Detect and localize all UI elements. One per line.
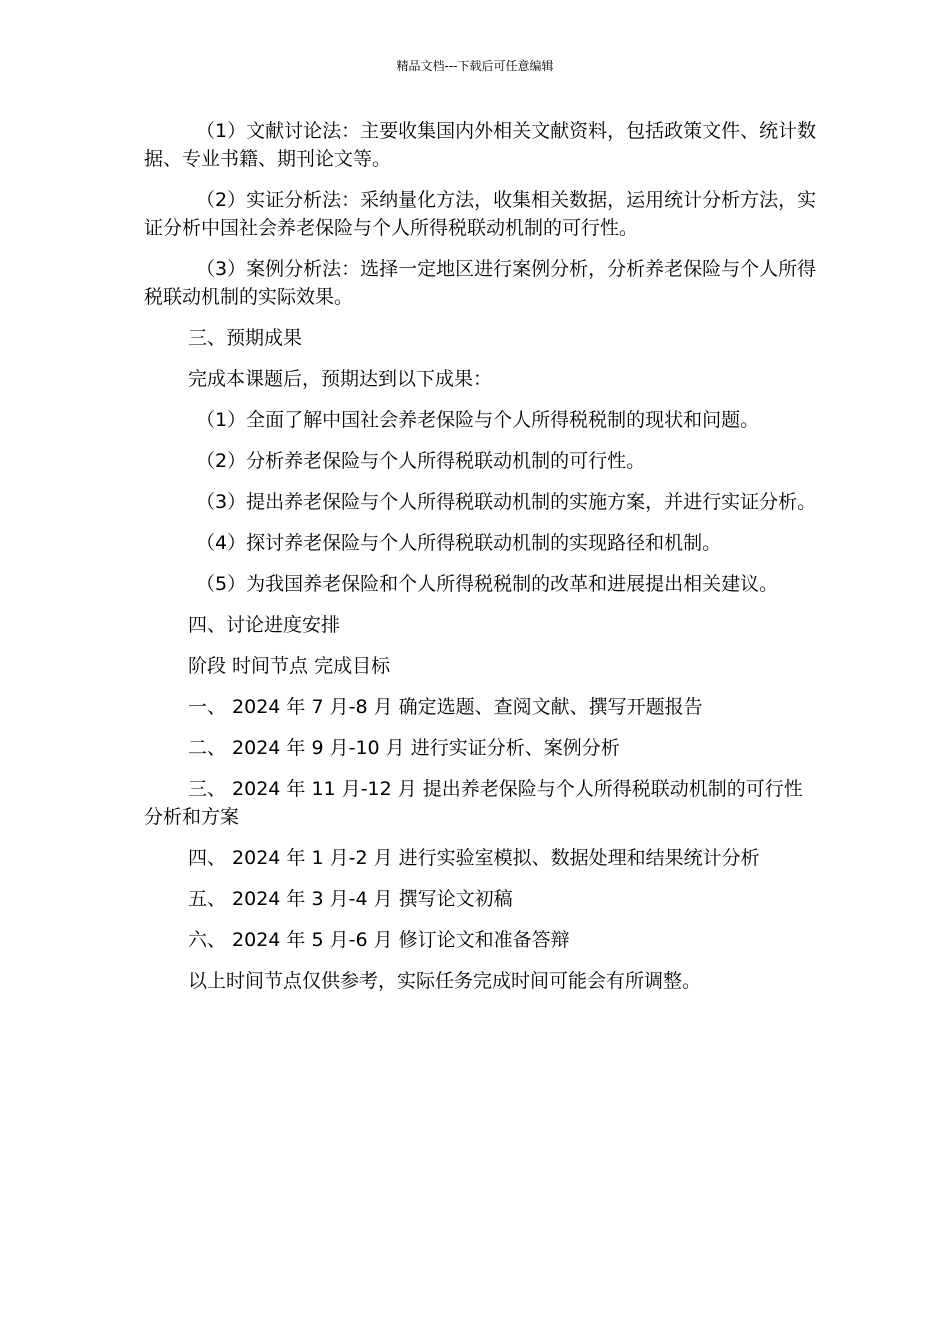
schedule-note: 以上时间节点仅供参考，实际任务完成时间可能会有所调整。: [188, 970, 702, 992]
page-header: 精品文档---下载后可任意编辑: [396, 59, 554, 73]
paragraph-result-3: （3）提出养老保险与个人所得税联动机制的实施方案，并进行实证分析。: [196, 491, 817, 513]
schedule-header-row: 阶段 时间节点 完成目标: [188, 655, 391, 677]
schedule-row-4: 四、 2024 年 1 月-2 月 进行实验室模拟、数据处理和结果统计分析: [188, 847, 760, 869]
schedule-row-1: 一、 2024 年 7 月-8 月 确定选题、查阅文献、撰写开题报告: [188, 696, 703, 718]
paragraph-method-literature: （1）文献讨论法：主要收集国内外相关文献资料，包括政策文件、统计数据、专业书籍、期刊论文等。: [144, 120, 817, 170]
section-heading-schedule: 四、讨论进度安排: [188, 614, 341, 636]
paragraph-result-2: （2）分析养老保险与个人所得税联动机制的可行性。: [196, 450, 646, 472]
paragraph-method-case: （3）案例分析法：选择一定地区进行案例分析，分析养老保险与个人所得税联动机制的实际效果。: [144, 258, 817, 308]
schedule-row-3: 三、 2024 年 11 月-12 月 提出养老保险与个人所得税联动机制的可行性分析和方案: [144, 778, 803, 828]
paragraph-result-5: （5）为我国养老保险和个人所得税税制的改革和进展提出相关建议。: [196, 573, 779, 595]
schedule-row-2: 二、 2024 年 9 月-10 月 进行实证分析、案例分析: [188, 737, 620, 759]
schedule-row-6: 六、 2024 年 5 月-6 月 修订论文和准备答辩: [188, 929, 570, 951]
section-heading-expected-results: 三、预期成果: [188, 327, 303, 349]
schedule-row-5: 五、 2024 年 3 月-4 月 撰写论文初稿: [188, 888, 513, 910]
document-body: [144, 117, 820, 1008]
paragraph-result-1: （1）全面了解中国社会养老保险与个人所得税税制的现状和问题。: [196, 409, 760, 431]
paragraph-results-intro: 完成本课题后，预期达到以下成果：: [188, 368, 493, 390]
paragraph-result-4: （4）探讨养老保险与个人所得税联动机制的实现路径和机制。: [196, 532, 722, 554]
paragraph-method-empirical: （2）实证分析法：采纳量化方法，收集相关数据，运用统计分析方法，实证分析中国社会养老保险与个人所得税联动机制的可行性。: [144, 189, 817, 239]
